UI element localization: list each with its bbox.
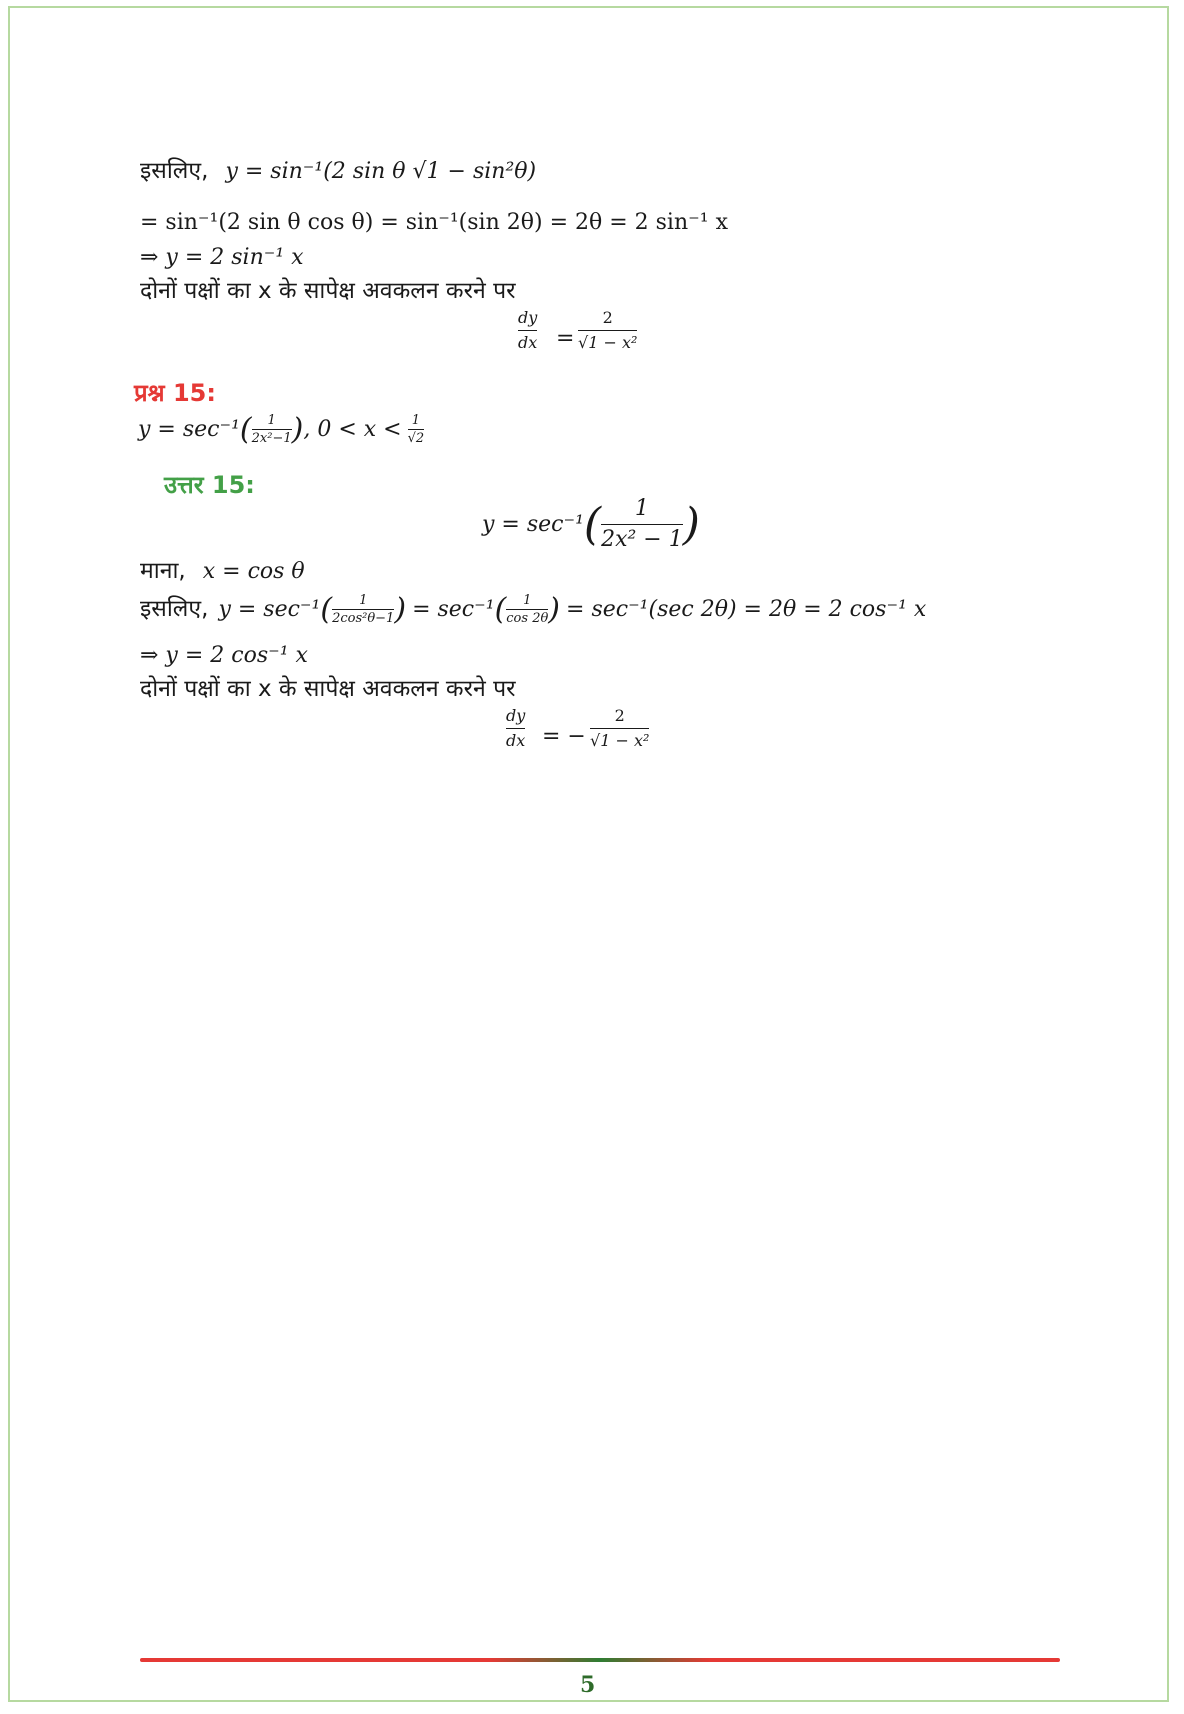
equals-sign: = bbox=[556, 326, 575, 351]
result-numerator: 2 bbox=[602, 308, 613, 327]
implies-line-2: ⇒ y = 2 cos⁻¹ x bbox=[140, 643, 308, 668]
question-title: प्रश्न 15: bbox=[134, 379, 216, 407]
frac1-num: 1 bbox=[359, 593, 368, 608]
implies-line: ⇒ y = 2 sin⁻¹ x bbox=[140, 245, 304, 270]
bound-num: 1 bbox=[411, 413, 421, 428]
deriv2-denominator: dx bbox=[506, 731, 526, 750]
let-label: माना, bbox=[140, 558, 186, 584]
domain-bound-fraction bbox=[408, 414, 425, 445]
result2-denominator: √1 − x² bbox=[590, 731, 650, 750]
answer-frac-den: 2x² − 1 bbox=[601, 527, 683, 552]
differentiate-text-2: दोनों पक्षों का x के सापेक्ष अवकलन करने पर bbox=[140, 676, 516, 702]
frac2-den: cos 2θ bbox=[506, 611, 549, 626]
therefore-mid: = sec⁻¹ bbox=[412, 596, 495, 622]
page-number: 5 bbox=[580, 1672, 596, 1698]
result2-numerator: 2 bbox=[614, 706, 625, 725]
therefore-label: इसलिए, bbox=[140, 158, 209, 184]
deriv-numerator: dy bbox=[518, 308, 538, 327]
let-math: x = cos θ bbox=[202, 559, 305, 584]
differentiate-text: दोनों पक्षों का x के सापेक्ष अवकलन करने पर bbox=[140, 278, 516, 304]
footer-divider bbox=[140, 1658, 1060, 1662]
simplification-line: = sin⁻¹(2 sin θ cos θ) = sin⁻¹(sin 2θ) = 2θ = 2 sin⁻¹ x bbox=[140, 210, 728, 235]
question-frac-num: 1 bbox=[267, 413, 276, 428]
question-prefix: y = sec⁻¹ bbox=[138, 416, 240, 442]
frac1-den: 2cos²θ−1 bbox=[332, 611, 395, 626]
therefore-prefix: y = sec⁻¹ bbox=[218, 596, 321, 622]
therefore-label-2: इसलिए, bbox=[140, 596, 209, 622]
therefore-line-1 bbox=[140, 160, 536, 183]
equals-minus-sign: = − bbox=[542, 724, 586, 749]
answer-title: उत्तर 15: bbox=[164, 471, 255, 499]
answer-main-equation: y = sec⁻¹ ( $\frac{1}{\text{2x² − 1}}$ ) bbox=[482, 496, 700, 552]
cos2theta-fraction bbox=[506, 594, 548, 625]
result-denominator: √1 − x² bbox=[578, 333, 638, 352]
question-frac-den: 2x²−1 bbox=[251, 431, 292, 446]
answer-frac-num: 1 bbox=[634, 496, 649, 521]
derivative-dy-dx bbox=[518, 310, 537, 351]
let-line bbox=[140, 560, 305, 583]
frac2-num: 1 bbox=[523, 593, 532, 608]
question-fraction bbox=[252, 414, 292, 445]
result-fraction bbox=[578, 310, 637, 351]
deriv-denominator: dx bbox=[518, 333, 538, 352]
bound-den: √2 bbox=[407, 431, 425, 446]
answer-prefix: y = sec⁻¹ bbox=[482, 511, 584, 537]
answer-fraction bbox=[601, 498, 683, 551]
equation-y-sin-inverse: y = sin⁻¹(2 sin θ √1 − sin²θ) bbox=[225, 159, 537, 184]
therefore-suffix: = sec⁻¹(sec 2θ) = 2θ = 2 cos⁻¹ x bbox=[566, 596, 927, 622]
question-equation: y = sec⁻¹ ( 1 2x²−1 ) , 0 < x < 1 √2 bbox=[138, 411, 425, 447]
derivative-dy-dx-2 bbox=[506, 708, 525, 749]
deriv2-numerator: dy bbox=[506, 706, 526, 725]
question-domain: , 0 < x < bbox=[303, 416, 402, 442]
cos-double-fraction bbox=[332, 594, 394, 625]
therefore-line-2: इसलिए, y = sec⁻¹ ( 1 2cos²θ−1 ) = sec⁻¹ ( 1 cos 2θ ) = sec⁻¹(sec 2θ) = 2θ = 2 cos⁻¹ x bbox=[140, 591, 927, 627]
result-fraction-2 bbox=[590, 708, 649, 749]
